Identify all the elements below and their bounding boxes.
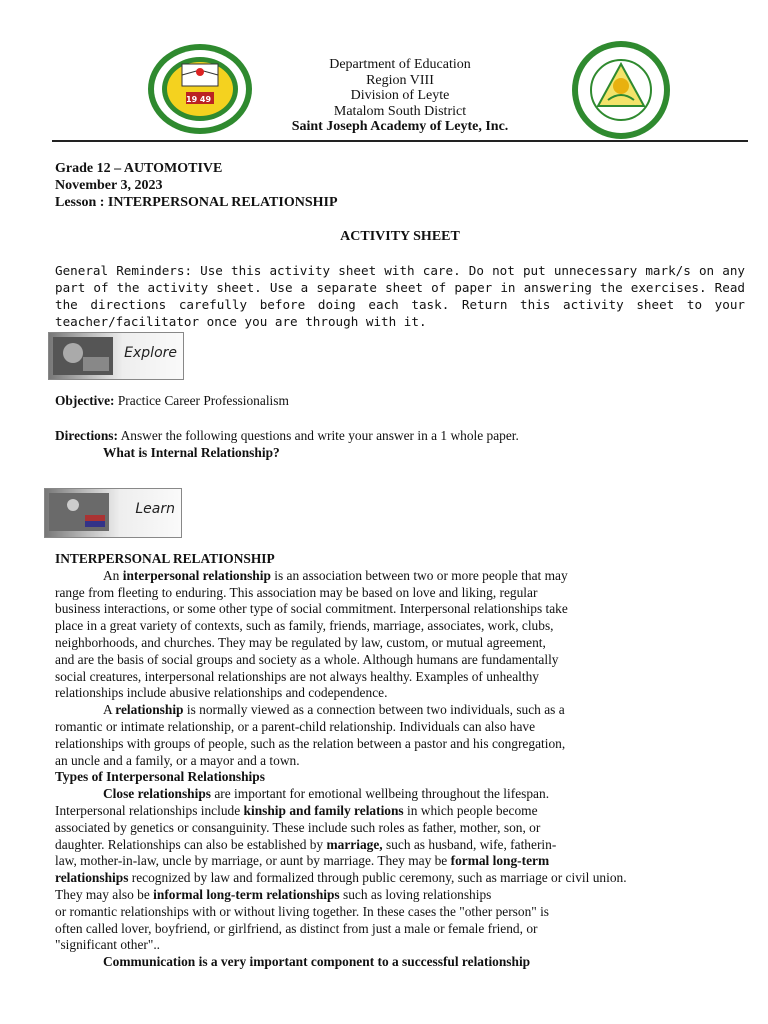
division-seal-logo [570,40,672,140]
explore-label: Explore [124,345,177,361]
general-reminders: General Reminders: Use this activity sheet with care. Do not put unnecessary mark/s on any part of the activity sheet. Use a separate sheet of paper in answering the exercises. Read the directions carefully before doing each task. Return this activity sheet to your teacher/facilitator once you are through with it. [55,263,745,329]
paragraph-line: business interactions, or some other type of social commitment. Interpersonal relationships take [55,601,568,617]
page-title: ACTIVITY SHEET [340,229,460,244]
learn-image [49,493,109,531]
section-title: INTERPERSONAL RELATIONSHIP [55,551,275,566]
region-name: Region VIII [366,72,434,88]
term-interpersonal-relationship: interpersonal relationship [122,567,271,583]
paragraph-line: an uncle and a family, or a mayor and a town. [55,752,300,768]
types-heading: Types of Interpersonal Relationships [55,769,265,785]
paragraph-line: often called lover, boyfriend, or girlfriend, as distinct from just a male or female friend, or [55,920,538,936]
paragraph-line: social creatures, interpersonal relationships are not always healthy. Examples of unhealthy [55,668,540,684]
lesson-label: Lesson [55,195,97,210]
objective [55,393,755,410]
lesson-line [55,194,338,211]
directions [55,428,755,462]
paragraph-line: range from fleeting to enduring. This association may be based on love and liking, regular [55,584,538,600]
dept-name: Department of Education [329,57,471,72]
date-line: November 3, 2023 [55,178,163,193]
lesson-content: INTERPERSONAL RELATIONSHIP An interpersonal relationship is an association between two or more people that may range from fleeting to enduring. This association may be based on love and liking, regular business interactions, or some other type of social commitment. Interpersonal relationships take place in a great variety of contexts, such as family, friends, marriage, associates, work, clubs, neighborhoods, and churches. They may be regulated by law, custom, or mutual agreement, and are the basis of social groups and society as a whole. Although humans are fundamentally social creatures, interpersonal relationships are not always healthy. Examples of unhealthy relationships include abusive relationships and codependence. A relationship is normally viewed as a connection between two individuals, such as a romantic or intimate relationship, or a parent-child relationship. Individuals can also have relationships with groups of people, such as the relation between a pastor and his congregation, an uncle and a family, or a mayor and a town. Types of Interpersonal Relationships Close relationships are important for emotional wellbeing throughout the lifespan. Interpersonal relationships include kinship and family relations in which people become associated by genetics or consanguinity. These include such roles as father, mother, son, or daughter. Relationships can also be established by marriage, such as husband, wife, fatherin- law, mother-in-law, uncle by marriage, or aunt by marriage. They may be formal long-term relationships recognized by law and formalized through public ceremony, such as marriage or civil union. They may also be informal long-term relationships such as loving relationships or romantic relationships with or without living together. In these cases the "other person" is often called lover, boyfriend, or girlfriend, as distinct from just a male or female friend, or "significant other".. Communication is a very important component to a successful relationship [55,551,755,971]
objective-text: Practice Career Professionalism [114,393,289,408]
question: What is Internal Relationship? [103,444,280,460]
closing-statement: Communication is a very important component to a successful relationship [103,954,531,970]
learn-label: Learn [135,501,175,517]
paragraph-line: place in a great variety of contexts, such as family, friends, marriage, associates, work, clubs, [55,618,554,634]
objective-label: Objective: [55,393,115,408]
sheet-meta [55,160,338,211]
explore-banner [48,332,184,380]
school-seal-logo [146,42,254,136]
paragraph-line: associated by genetics or consanguinity. These include such roles as father, mother, son, or [55,819,541,835]
explore-image [53,337,113,375]
directions-text: Answer the following questions and write your answer in a 1 whole paper. [117,428,519,443]
header-divider [52,140,748,142]
paragraph-line: "significant other".. [55,937,161,953]
term-relationship: relationship [115,702,184,718]
school-name: Saint Joseph Academy of Leyte, Inc. [291,119,509,134]
grade-line: Grade 12 – AUTOMOTIVE [55,161,223,176]
paragraph-line: romantic or intimate relationship, or a parent-child relationship. Individuals can also have [55,718,536,734]
division-name: Division of Leyte [350,88,450,103]
paragraph-line: relationships with groups of people, such as the relation between a pastor and his congregation, [55,735,566,751]
learn-banner [44,488,182,538]
district-name: Matalom South District [333,103,467,119]
lesson-value: : INTERPERSONAL RELATIONSHIP [96,195,338,210]
paragraph-line: or romantic relationships with or without living together. In these cases the "other person" is [55,903,550,919]
paragraph-line: neighborhoods, and churches. They may be regulated by law, custom, or mutual agreement, [55,634,546,650]
letterhead [240,57,560,135]
paragraph-line: and are the basis of social groups and society as a whole. Although humans are fundamentally [55,651,559,667]
seal-year: 19 49 [186,95,212,104]
directions-label: Directions: [55,428,118,443]
paragraph-line: relationships include abusive relationships and codependence. [55,685,388,701]
